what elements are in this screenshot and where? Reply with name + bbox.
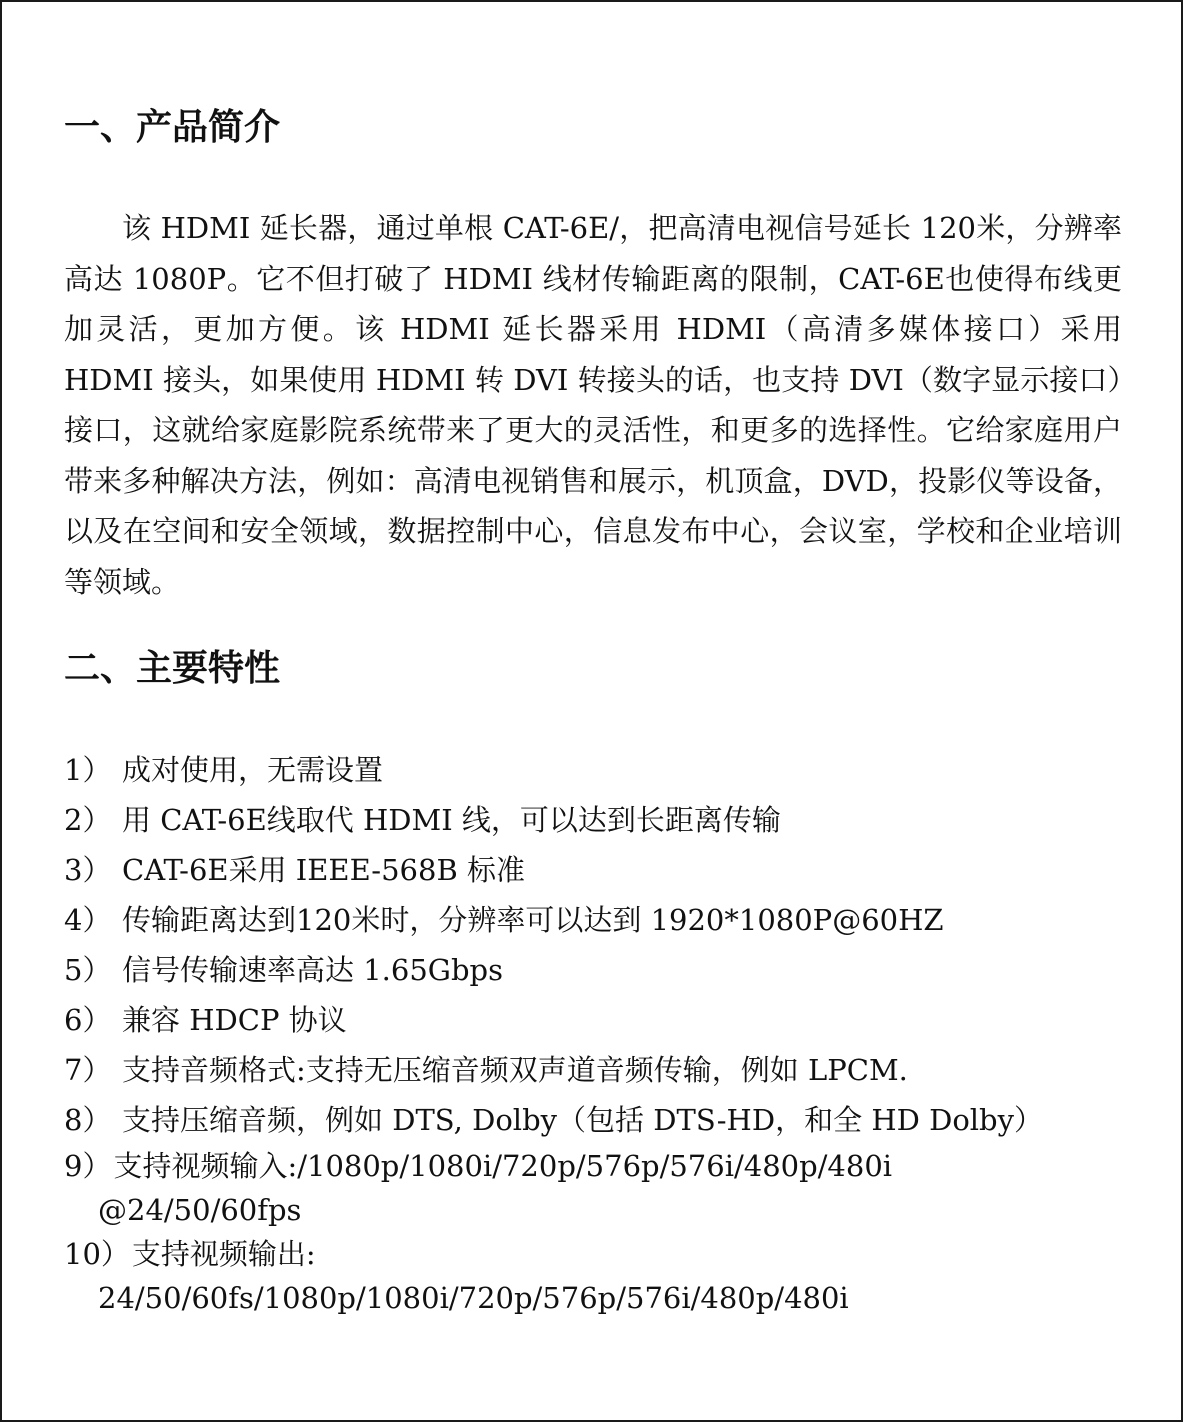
- section-heading-features: 二、主要特性: [64, 648, 281, 689]
- feature-number: 5）: [64, 953, 112, 987]
- feature-number: 8）: [64, 1103, 112, 1137]
- feature-item: [64, 950, 503, 990]
- feature-item: [64, 1100, 1043, 1140]
- feature-number: 1）: [64, 753, 112, 787]
- feature-item: [64, 750, 383, 790]
- feature-text: CAT-6E采用 IEEE-568B 标准: [122, 853, 525, 887]
- feature-number: 3）: [64, 853, 112, 887]
- feature-text: 支持视频输入:/1080p/1080i/720p/576p/576i/480p/480i: [113, 1149, 893, 1183]
- feature-text: 成对使用，无需设置: [122, 753, 384, 787]
- feature-item: [64, 1146, 892, 1186]
- feature-text: 支持视频输出:: [131, 1237, 316, 1271]
- intro-paragraph: 该 HDMI 延长器，通过单根 CAT-6E/，把高清电视信号延长 120米，分辨率高达 1080P。它不但打破了 HDMI 线材传输距离的限制，CAT-6E也使得布线更加灵活，更加方便。该 HDMI 延长器采用 HDMI（高清多媒体接口）采用 HDMI 接头，如果使用 HDMI 转 DVI 转接头的话，也支持 DVI（数字显示接口）接口，这就给家庭影院系统带来了更大的灵活性，和更多的选择性。它给家庭用户带来多种解决方法，例如：高清电视销售和展示，机顶盒，DVD，投影仪等设备，以及在空间和安全领域，数据控制中心，信息发布中心，会议室，学校和企业培训等领域。: [64, 211, 1122, 599]
- feature-item: [64, 1234, 316, 1274]
- feature-text: 用 CAT-6E线取代 HDMI 线，可以达到长距离传输: [122, 803, 781, 837]
- feature-number: 6）: [64, 1003, 112, 1037]
- feature-item: [64, 900, 944, 940]
- feature-number: 9）: [64, 1149, 112, 1183]
- feature-number: 4）: [64, 903, 112, 937]
- feature-continuation: @24/50/60fps: [98, 1193, 302, 1227]
- feature-item: [64, 1050, 908, 1090]
- feature-item: [64, 800, 781, 840]
- feature-number: 10）: [64, 1237, 130, 1271]
- feature-continuation: 24/50/60fs/1080p/1080i/720p/576p/576i/480p/480i: [98, 1281, 849, 1315]
- feature-text: 信号传输速率高达 1.65Gbps: [122, 953, 503, 987]
- feature-item: [64, 850, 525, 890]
- feature-text: 传输距离达到120米时，分辨率可以达到 1920*1080P@60HZ: [122, 903, 944, 937]
- feature-item: [64, 1000, 347, 1040]
- feature-number: 7）: [64, 1053, 112, 1087]
- feature-text: 支持压缩音频，例如 DTS, Dolby（包括 DTS-HD，和全 HD Dolby）: [122, 1103, 1044, 1137]
- feature-number: 2）: [64, 803, 112, 837]
- feature-text: 兼容 HDCP 协议: [122, 1003, 347, 1037]
- feature-text: 支持音频格式:支持无压缩音频双声道音频传输，例如 LPCM.: [122, 1053, 908, 1087]
- section-heading-intro: 一、产品简介: [64, 107, 281, 148]
